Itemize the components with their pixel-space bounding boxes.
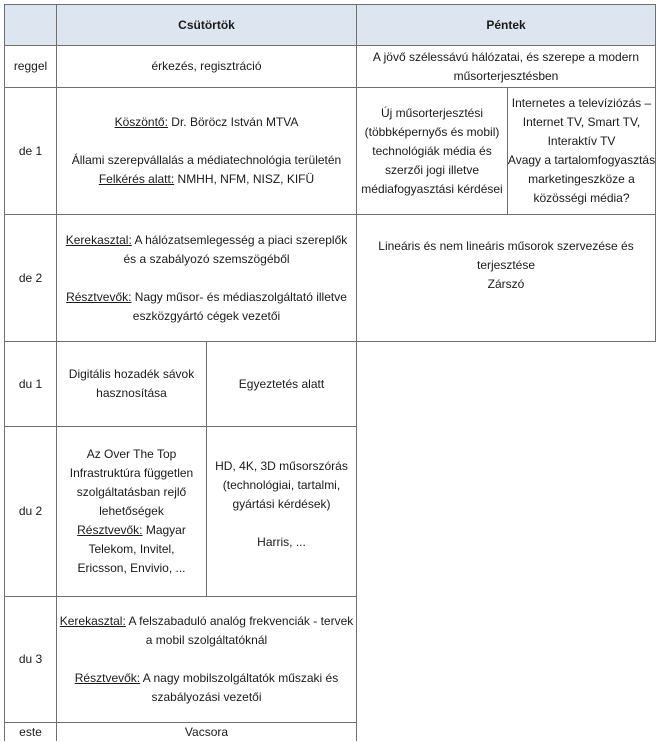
de1-friday-right-line: marketingeszköze a <box>528 172 635 186</box>
du2-right-extra: Harris, ... <box>257 535 306 549</box>
du2-left-line: lehetőségek <box>99 504 164 518</box>
du3-roundtable-label: Kerekasztal: <box>59 614 126 628</box>
du2-left-line: Ericsson, Envivio, ... <box>77 561 186 575</box>
invite-text: NMHH, NFM, NISZ, KIFÜ <box>174 172 315 186</box>
du3-participants-label: Résztvevők: <box>74 671 141 685</box>
du2-participants-text: Magyar <box>142 523 186 537</box>
participants-label: Résztvevők: <box>66 289 132 304</box>
roundtable-label: Kerekasztal: <box>65 232 132 247</box>
du3-participants-line-2: szabályozási vezetői <box>151 690 262 704</box>
du1-left-line: hasznosítása <box>96 386 167 400</box>
roundtable-line-2: és a szabályozó szemszögéből <box>123 251 290 266</box>
participants-text: Nagy műsor- és médiaszolgáltató illetve <box>131 289 347 304</box>
invite-label: Felkérés alatt: <box>98 172 175 186</box>
du3-thursday <box>57 597 356 722</box>
row-label-du3: du 3 <box>18 652 43 666</box>
roundtable-line <box>66 231 348 250</box>
de2-friday <box>357 215 655 315</box>
row-label-du1: du 1 <box>18 376 43 391</box>
de1-friday-right-line: Internetes a televíziózás – <box>511 96 652 110</box>
row-label-este: este <box>19 724 42 739</box>
du2-right-line: HD, 4K, 3D műsorszórás <box>215 459 348 473</box>
state-role-text: Állami szerepvállalás a médiatechnológia területén <box>71 153 342 167</box>
du2-right-line: gyártási kérdések) <box>232 497 331 511</box>
welcome-text: Dr. Böröcz István MTVA <box>167 115 299 129</box>
du3-participants-text: A nagy mobilszolgáltatók műszaki és <box>140 671 339 685</box>
de1-thursday <box>57 88 356 214</box>
participants-line <box>66 288 347 307</box>
row-label-reggel: reggel <box>13 59 48 73</box>
du2-participants-line <box>77 521 186 540</box>
de1-friday-right <box>508 88 655 214</box>
de2-friday-line: Lineáris és nem lineáris műsorok szervezése és <box>378 238 634 253</box>
du1-thursday-left <box>57 342 206 426</box>
de1-friday-left-line: szerzői jogi illetve <box>384 162 480 177</box>
du2-thursday-right <box>207 427 356 596</box>
du3-roundtable-line-2: a mobil szolgáltatóknál <box>145 633 268 647</box>
du1-thursday-right: Egyeztetés alatt <box>238 376 325 391</box>
de1-friday-right-line: Internet TV, Smart TV, <box>522 115 641 129</box>
row-label-du2: du 2 <box>18 504 43 518</box>
de1-friday-left-line: Új műsorterjesztési <box>380 105 484 120</box>
reggel-friday <box>357 46 655 87</box>
este-thursday: Vacsora <box>184 724 229 739</box>
participants-line-2: eszközgyártó cégek vezetői <box>132 308 281 323</box>
du2-right-line: (technológiai, tartalmi, <box>222 478 341 492</box>
header-corner-cell <box>5 5 56 45</box>
du1-left-line: Digitális hozadék sávok <box>68 367 195 381</box>
row-label-de2: de 2 <box>18 270 43 285</box>
de1-friday-right-line: Avagy a tartalomfogyasztás <box>507 153 656 167</box>
reggel-friday-line: A jövő szélessávú hálózatai, és szerepe a modern <box>372 49 640 64</box>
du3-roundtable-text: A felszabaduló analóg frekvenciák - tervek <box>125 614 354 628</box>
de1-friday-right-line: Interaktív TV <box>547 134 616 148</box>
du3-roundtable-line <box>60 612 354 631</box>
welcome-line <box>115 113 299 132</box>
du2-left-line: Az Over The Top <box>86 447 177 461</box>
de1-friday-left-line: technológiák média és <box>372 143 492 158</box>
reggel-friday-line: műsorterjesztésben <box>453 68 559 83</box>
de2-thursday <box>57 215 356 341</box>
de1-friday-left-line: médiafogyasztási kérdései <box>361 181 503 196</box>
de1-friday-left-line: (többképernyős és mobil) <box>364 124 500 139</box>
du2-thursday-left <box>57 427 206 596</box>
du2-left-line: Infrastruktúra független <box>69 466 194 480</box>
du2-left-line: Telekom, Invitel, <box>88 542 175 556</box>
invite-line <box>99 170 314 189</box>
reggel-thursday: érkezés, regisztráció <box>151 59 262 73</box>
de2-friday-line: Zárszó <box>487 276 525 291</box>
header-thursday: Csütörtök <box>57 5 356 45</box>
du2-left-line: szolgáltatásban rejlő <box>76 485 187 499</box>
de1-friday-right-line: közösségi média? <box>533 191 630 205</box>
roundtable-text: A hálózatsemlegesség a piaci szereplők <box>131 232 348 247</box>
de1-friday-left <box>357 88 507 214</box>
row-label-de1: de 1 <box>18 143 43 158</box>
de2-friday-line: terjesztése <box>476 257 536 272</box>
header-friday: Péntek <box>357 5 655 45</box>
du3-participants-line <box>75 669 338 688</box>
welcome-label: Köszöntő: <box>114 115 168 129</box>
du2-participants-label: Résztvevők: <box>77 523 143 537</box>
